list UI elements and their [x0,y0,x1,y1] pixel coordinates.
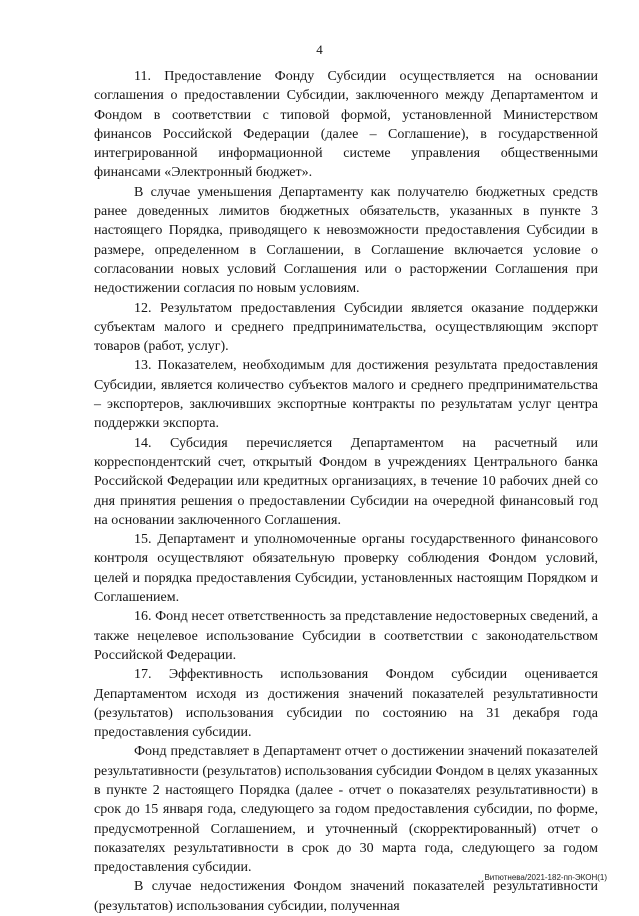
document-body [94,67,598,916]
paragraph-11-reduction: В случае уменьшения Департаменту как получателю бюджетных средств ранее доведенных лимитов бюджетных обязательств, указанных в пункте 3 настоящего Порядка, приводящего к невозможности предоставления Субсидии в размере, определенном в Соглашении, в Соглашение включается условие о согласовании новых условий Соглашения или о расторжении Соглашения при недостижении согласия по новым условиям. [94,184,598,297]
paragraph-13: 13. Показателем, необходимым для достижения результата предоставления Субсидии, является количество субъектов малого и среднего предпринимательства – экспортеров, заключивших экспортные контракты по результатам услуг центра поддержки экспорта. [94,358,598,432]
paragraph-14: 14. Субсидия перечисляется Департаментом на расчетный или корреспондентский счет, открытый Фондом в учреждениях Центрального банка Российской Федерации или кредитных организациях, в течение 10 рабочих дней со дня принятия решения о предоставлении Субсидии на очередной финансовый год на основании заключенного Соглашения. [94,435,598,528]
paragraph-16: 16. Фонд несет ответственность за представление недостоверных сведений, а также нецелевое использование Субсидии в соответствии с законодательством Российской Федерации. [94,609,598,663]
paragraph-17-nonachievement: В случае недостижения Фондом значений показателей результативности (результатов) использования субсидии, полученная [94,879,598,914]
paragraph-15: 15. Департамент и уполномоченные органы государственного финансового контроля осуществляют обязательную проверку соблюдения Фондом условий, целей и порядка предоставления Субсидии, установленных настоящим Порядком и Соглашением. [94,532,598,606]
page-number: 4 [316,42,323,57]
paragraph-11: 11. Предоставление Фонду Субсидии осуществляется на основании соглашения о предоставлении Субсидии, заключенного между Департаментом и Фондом в соответствии с типовой формой, установленной Министерством финансов Российской Федерации (далее – Соглашение), в государственной интегрированной информационной системе управления общественными финансами «Электронный бюджет». [94,69,598,181]
paragraph-17: 17. Эффективность использования Фондом субсидии оценивается Департаментом исходя из достижения значений показателей результативности (результатов) использования субсидии по состоянию на 31 декабря года предоставления субсидии. [94,667,598,741]
paragraph-17-report: Фонд представляет в Департамент отчет о достижении значений показателей результативности (результатов) использования субсидии Фондом в целях указанных в пункте 2 настоящего Порядка (далее - отчет о показателях результативности) в срок до 15 января года, следующего за годом предоставления субсидии, по форме, предусмотренной Соглашением, и уточненный (скорректированный) отчет о показателях результативности в срок до 30 марта года, следующего за годом предоставления субсидии. [94,744,598,876]
document-reference-code: Витютнева/2021-182-пп-ЭКОН(1) [484,873,607,882]
paragraph-12: 12. Результатом предоставления Субсидии является оказание поддержки субъектам малого и среднего предпринимательства, осуществляющим экспорт товаров (работ, услуг). [94,300,598,355]
